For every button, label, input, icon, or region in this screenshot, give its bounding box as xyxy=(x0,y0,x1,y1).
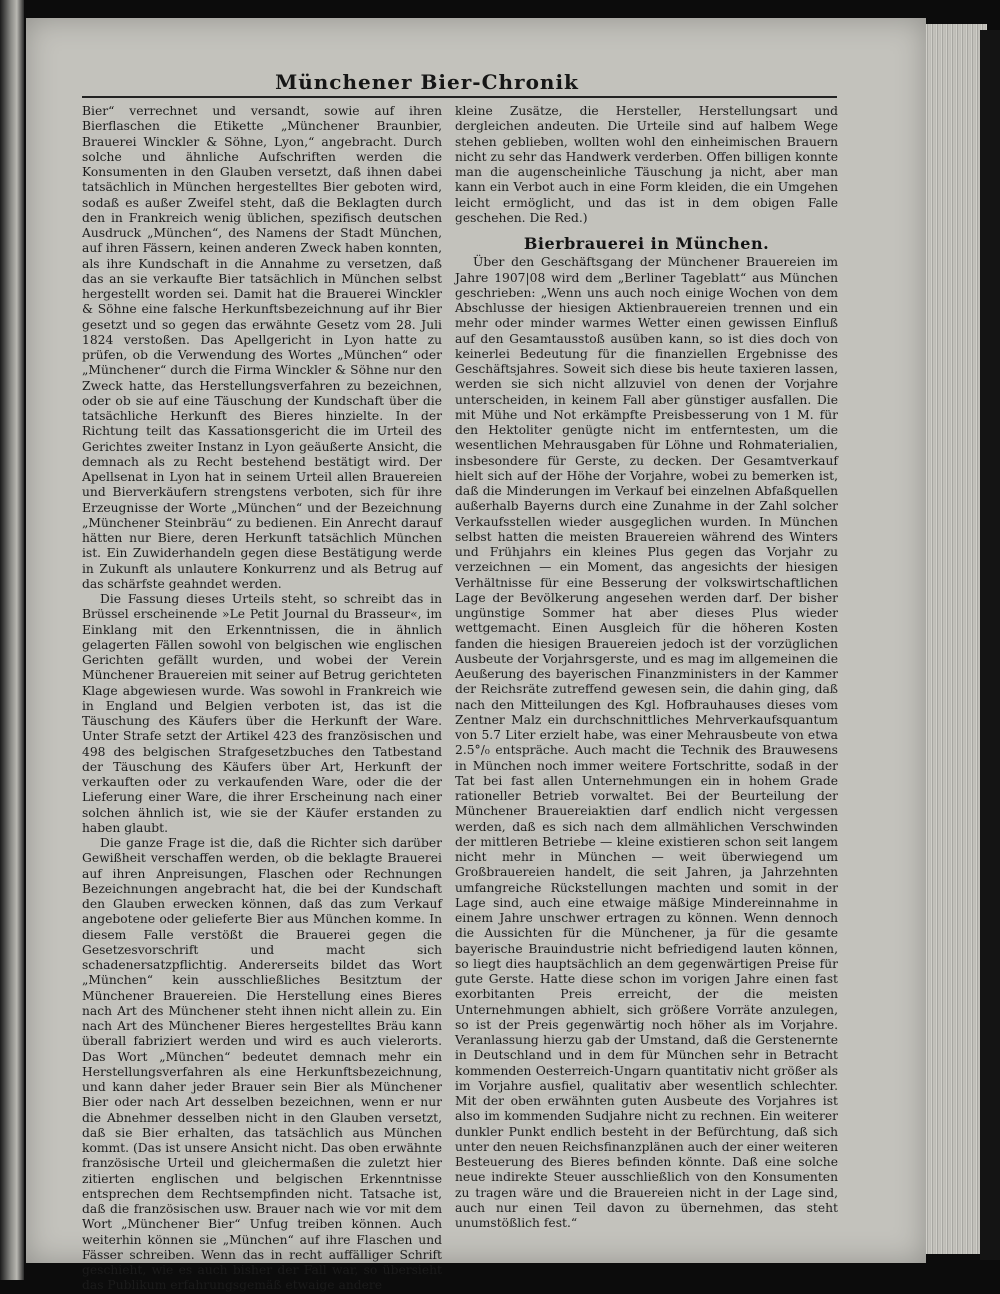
adjacent-page-edge xyxy=(0,0,24,1280)
right-column xyxy=(455,104,838,1231)
header-rule xyxy=(82,96,837,98)
left-column xyxy=(82,104,442,1294)
section-body: Über den Geschäftsgang der Münchener Brauereien im Jahre 1907|08 wird dem „Berliner Tageblatt“ aus München geschrieben: „Wenn uns auch noch einige Wochen von dem Abschlusse der hiesigen Aktienbrauereien trennen und ein mehr oder minder warmes Wetter einen gewissen Einfluß auf den Gesamtausstoß ausüben kann, so ist dies doch von keinerlei Bedeutung für die finanziellen Ergebnisse des Geschäftsjahres. Soweit sich diese bis heute taxieren lassen, werden sie sich nicht allzuviel von denen der Vorjahre unterscheiden, in keinem Fall aber günstiger ausfallen. Die mit Mühe und Not erkämpfte Preisbesserung von 1 M. für den Hektoliter genügte nicht im entferntesten, um die wesentlichen Mehrausgaben für Löhne und Rohmaterialien, insbesondere für Gerste, zu decken. Der Gesamtverkauf hielt sich auf der Höhe der Vorjahre, wobei zu bemerken ist, daß die Minderungen im Verkauf bei einzelnen Abfaßquellen außerhalb Bayerns durch eine Zunahme in der Zahl solcher Verkaufsstellen wieder ausgeglichen wurden. In München selbst hatten die meisten Brauereien während des Winters und Frühjahrs ein kleines Plus gegen das Vorjahr zu verzeichnen — ein Moment, das angesichts der hiesigen Verhältnisse für eine Besserung der volkswirtschaftlichen Lage der Bevölkerung angesehen werden darf. Der bisher ungünstige Sommer hat aber dieses Plus wieder wettgemacht. Einen Ausgleich für die höheren Kosten fanden die hiesigen Brauereien jedoch ist der vorzüglichen Ausbeute der Vorjahrsgerste, und es mag im allgemeinen die Aeußerung des bayerischen Finanzministers in der Kammer der Reichsräte zutreffend gewesen sein, die dahin ging, daß nach den Mitteilungen des Kgl. Hofbrauhauses dieses vom Zentner Malz ein durchschnittliches Mehrverkaufsquantum von 5.7 Liter erzielt habe, was einer Mehrausbeute von etwa 2.5°/₀ entspräche. Auch macht die Technik des Brauwesens in München noch immer weitere Fortschritte, sodaß in der Tat bei fast allen Unternehmungen ein in hohem Grade rationeller Betrieb vorwaltet. Bei der Beurteilung der Münchener Brauereiaktien darf endlich nicht vergessen werden, daß es sich nach dem allmählichen Verschwinden der mittleren Betriebe — kleine existieren schon seit langem nicht mehr in München — weit überwiegend um Großbrauereien handelt, die seit Jahren, ja Jahrzehnten umfangreiche Rückstellungen machten und somit in der Lage sind, auch eine etwaige mäßige Mindereinnahme in einem Jahre unschwer ertragen zu können. Wenn dennoch die Aussichten für die Münchener, ja für die gesamte bayerische Brauindustrie nicht befriedigend lauten können, so liegt dies hauptsächlich an dem gegenwärtigen Preise für gute Gerste. Hatte diese schon im vorigen Jahre einen fast exorbitanten Preis erreicht, der die meisten Unternehmungen abhielt, sich größere Vorräte anzulegen, so ist der Preis gegenwärtig noch höher als im Vorjahre. Veranlassung hierzu gab der Umstand, daß die Gerstenernte in Deutschland und in dem für München sehr in Betracht kommenden Oesterreich-Ungarn quantitativ nicht größer als im Vorjahre ausfiel, qualitativ aber wesentlich schlechter. Mit der oben erwähnten guten Ausbeute des Vorjahres ist also im kommenden Sudjahre nicht zu rechnen. Ein weiterer dunkler Punkt endlich besteht in der Befürchtung, daß sich unter den neuen Reichsfinanzplänen auch der einer weiteren Besteuerung des Bieres befinden könnte. Daß eine solche neue indirekte Steuer ausschließlich von den Konsumenten zu tragen wäre und die Brauereien nicht in der Lage sind, auch nur einen Teil davon zu übernehmen, das steht unumstößlich fest.“ xyxy=(455,255,838,1230)
left-paragraph-2: Die Fassung dieses Urteils steht, so schreibt das in Brüssel erscheinende »Le Petit Journal du Brasseur«, im Einklang mit den Erkenntnissen, die in ähnlich gelagerten Fällen sowohl von belgischen wie englischen Gerichten gefällt wurden, und wobei der Verein Münchener Brauereien mit seiner auf Betrug gerichteten Klage abgewiesen wurde. Was sowohl in Frankreich wie in England und Belgien verboten ist, das ist die Täuschung des Käufers über die Herkunft der Ware. Unter Strafe setzt der Artikel 423 des französischen und 498 des belgischen Strafgesetzbuches den Tatbestand der Täuschung des Käufers über Art, Herkunft der verkauften oder zu verkaufenden Ware, oder die der Lieferung einer Ware, die ihrer Erscheinung nach einer solchen ähnlich ist, wie sie der Käufer erstanden zu haben glaubt. xyxy=(82,592,442,835)
book-binding-shadow xyxy=(980,30,1000,1260)
page-header-title: Münchener Bier-Chronik xyxy=(275,70,579,94)
section-title: Bierbrauerei in München. xyxy=(523,234,770,253)
left-paragraph-1: Bier“ verrechnet und versandt, sowie auf ihren Bierflaschen die Etikette „Münchener Braunbier, Brauerei Winckler & Söhne, Lyon,“ angebracht. Durch solche und ähnliche Aufschriften werden die Konsumenten in den Glauben versetzt, daß ihnen dabei tatsächlich in München hergestelltes Bier geboten wird, sodaß es außer Zweifel steht, daß die Beklagten durch den in Frankreich wenig üblichen, spezifisch deutschen Ausdruck „München“, des Namens der Stadt München, auf ihren Fässern, keinen anderen Zweck haben konnten, als ihre Kundschaft in die Annahme zu versetzen, daß das an sie verkaufte Bier tatsächlich in München selbst hergestellt worden sei. Damit hat die Brauerei Winckler & Söhne eine falsche Herkunftsbezeichnung auf ihr Bier gesetzt und so gegen das erwähnte Gesetz vom 28. Juli 1824 verstoßen. Das Apellgericht in Lyon hatte zu prüfen, ob die Verwendung des Wortes „München“ oder „Münchener“ durch die Firma Winckler & Söhne nur den Zweck hatte, das Herstellungsverfahren zu bezeichnen, oder ob sie auf eine Täuschung der Kundschaft über die tatsächliche Herkunft des Bieres hinzielte. In der Richtung teilt das Kassationsgericht die im Urteil des Gerichtes zweiter Instanz in Lyon geäußerte Ansicht, die demnach als zu Recht bestehend bestätigt wird. Der Apellsenat in Lyon hat in seinem Urteil allen Brauereien und Bierverkäufern strengstens verboten, sich für ihre Erzeugnisse der Worte „München“ und der Bezeichnung „Münchener Steinbräu“ zu bedienen. Ein Anrecht darauf hätten nur Biere, deren Herkunft tatsächlich München ist. Ein Zuwiderhandeln gegen diese Bestätigung werde in Zukunft als unlautere Konkurrenz und als Betrug auf das schärfste geahndet werden. xyxy=(82,104,442,591)
left-paragraph-3: Die ganze Frage ist die, daß die Richter sich darüber Gewißheit verschaffen werden, ob die beklagte Brauerei auf ihren Anpreisungen, Flaschen oder Rechnungen Bezeichnungen angebracht hat, die bei der Kundschaft den Glauben erwecken können, daß das zum Verkauf angebotene oder gelieferte Bier aus München komme. In diesem Falle verstößt die Brauerei gegen die Gesetzesvorschrift und macht sich schadenersatzpflichtig. Andererseits bildet das Wort „München“ kein ausschließliches Besitztum der Münchener Brauereien. Die Herstellung eines Bieres nach Art des Münchener steht ihnen nicht allein zu. Ein nach Art des Münchener Bieres hergestelltes Bräu kann überall fabriziert werden und wird es auch vielerorts. Das Wort „München“ bedeutet demnach mehr ein Herstellungsverfahren als eine Herkunftsbezeichnung, und kann daher jeder Brauer sein Bier als Münchener Bier oder nach Art desselben bezeichnen, wenn er nur die Abnehmer desselben nicht in den Glauben versetzt, daß sie Bier erhalten, das tatsächlich aus München kommt. (Das ist unsere Ansicht nicht. Das oben erwähnte französische Urteil und gleichermaßen die zuletzt hier zitierten englischen und belgischen Erkenntnisse entsprechen dem Rechtsempfinden nicht. Tatsache ist, daß die französischen usw. Brauer nach wie vor mit dem Wort „Münchener Bier“ Unfug treiben können. Auch weiterhin können sie „München“ auf ihre Flaschen und Fässer schreiben. Wenn das in recht auffälliger Schrift geschieht, wie es auch bisher der Fall war, so übersieht das Publikum erfahrungsgemäß etwaige andere xyxy=(82,836,442,1293)
right-intro-paragraph: kleine Zusätze, die Hersteller, Herstellungsart und dergleichen andeuten. Die Urteile sind auf halbem Wege stehen geblieben, wollten wohl den einheimischen Brauern nicht zu sehr das Handwerk verderben. Offen billigen konnte man die augenscheinliche Täuschung ja nicht, aber man kann ein Verbot auch in eine Form kleiden, die ein Umgehen leicht ermöglicht, und das ist in dem obigen Falle geschehen. Die Red.) xyxy=(455,104,838,225)
